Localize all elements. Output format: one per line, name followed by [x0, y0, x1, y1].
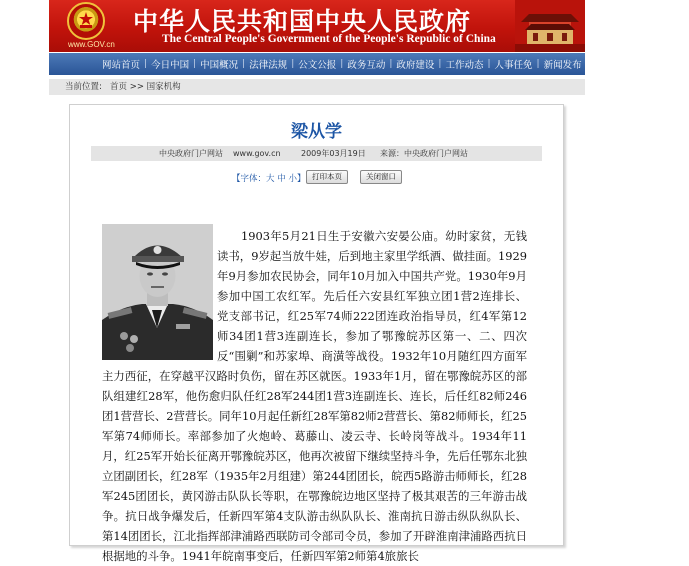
nav-link-3[interactable]: 法律法规 [249, 60, 288, 71]
nav-item [540, 57, 586, 71]
breadcrumb-current-link[interactable]: 国家机构 [146, 82, 181, 92]
nav-link-5[interactable]: 政务互动 [347, 60, 386, 71]
article-meta-bar [91, 146, 542, 161]
nav-link-2[interactable]: 中国概况 [200, 60, 239, 71]
nav-separator: | [389, 59, 393, 69]
breadcrumb-separator: >> [129, 82, 144, 92]
site-domain: www.GOV.cn [68, 40, 115, 49]
meta-date: 2009年03月19日 [301, 149, 366, 158]
nav-item [392, 57, 438, 71]
nav-separator: | [438, 59, 442, 69]
font-large-link[interactable]: 大 [266, 174, 275, 184]
article-body [102, 226, 527, 566]
site-title-en: The Central People's Government of the People's Republic of China [162, 33, 496, 45]
nav-link-9[interactable]: 新闻发布 [543, 60, 582, 71]
meta-source: 来源：中央政府门户网站 [380, 149, 468, 158]
nav-item [491, 57, 537, 71]
close-window-button[interactable]: 关闭窗口 [360, 170, 402, 184]
nav-separator: | [242, 59, 246, 69]
tiananmen-gate-icon [515, 0, 585, 52]
article-panel [69, 104, 564, 563]
nav-item [196, 57, 242, 71]
nav-item [441, 57, 487, 71]
nav-item [294, 57, 340, 71]
nav-link-6[interactable]: 政府建设 [396, 60, 435, 71]
nav-link-7[interactable]: 工作动态 [445, 60, 484, 71]
breadcrumb-label: 当前位置: [65, 82, 102, 92]
header-banner [49, 0, 585, 52]
font-size-bracket: 】 [296, 174, 306, 184]
nav-separator: | [144, 59, 148, 69]
nav-separator: | [536, 59, 540, 69]
article-tools [70, 170, 563, 184]
breadcrumb-home-link[interactable]: 首页 [109, 82, 127, 92]
font-size-switcher [232, 172, 305, 184]
nav-item [147, 57, 193, 71]
nav-link-1[interactable]: 今日中国 [151, 60, 190, 71]
nav-item [98, 57, 144, 71]
breadcrumb [49, 79, 585, 95]
article-title: 梁从学 [291, 122, 342, 142]
article-body-text: 1903年5月21日生于安徽六安晏公庙。幼时家贫，无钱读书，9岁起当放牛娃，后到地主家里学纸酒、做挂面。1929年9月参加农民协会，同年10月加入中国共产党。1930年9月参加中国工农红军。先后任六安县红军独立团1营2连排长、党支部书记，红25军74师222团连政治指导员，红4军第12师34团1营3连副连长，参加了鄂豫皖苏区第一、二、四次反“围剿”和苏家埠、商潢等战役。1932年10月随红四方面军主力西征，在穿越平汉路时负伤，留在苏区就医。1933年1月，留在鄂豫皖苏区的部队组建红28军，他伤愈归队任红28军244团1营3连副连长、连长，后任红82师246团1营营长、2营营长。同年10月起任新红28军第82师2营营长、第82师师长，红25军第74师师长。率部参加了火炮岭、葛藤山、凌云寺、长岭岗等战斗。1934年11月，红25军开始长征离开鄂豫皖苏区，他再次被留下继续坚持斗争，先后任鄂东北独立团副团长，红28军（1935年2月组建）第244团团长，皖西5路游击师师长，红28军245团团长，黄冈游击队队长等职，在鄂豫皖边地区坚持了极其艰苦的三年游击战争。抗日战争爆发后，任新四军第4支队游击纵队队长、淮南抗日游击纵队纵队长、第14团团长，江北指挥部津浦路西联防司令部司令员，参加了开辟淮南津浦路西抗日根据地的斗争。1941年皖南事变后，任新四军第2师第4旅旅长 [102, 229, 527, 563]
main-nav [49, 53, 585, 75]
site-title-cn: 中华人民共和国中央人民政府 [133, 7, 472, 36]
nav-link-0[interactable]: 网站首页 [102, 60, 141, 71]
font-size-label: 【字体： [232, 174, 267, 184]
nav-list [98, 53, 586, 75]
photo-spacer [102, 226, 217, 362]
meta-site: 中央政府门户网站 [159, 149, 223, 158]
nav-separator: | [291, 59, 295, 69]
print-page-button[interactable]: 打印本页 [306, 170, 348, 184]
nav-item [343, 57, 389, 71]
national-emblem-icon [67, 2, 105, 40]
font-small-link[interactable]: 小 [288, 174, 297, 184]
nav-link-4[interactable]: 公文公报 [298, 60, 337, 71]
nav-separator: | [340, 59, 344, 69]
nav-separator: | [193, 59, 197, 69]
nav-link-8[interactable]: 人事任免 [494, 60, 533, 71]
meta-url: www.gov.cn [233, 149, 281, 158]
nav-item [245, 57, 291, 71]
nav-separator: | [487, 59, 491, 69]
font-medium-link[interactable]: 中 [277, 174, 286, 184]
